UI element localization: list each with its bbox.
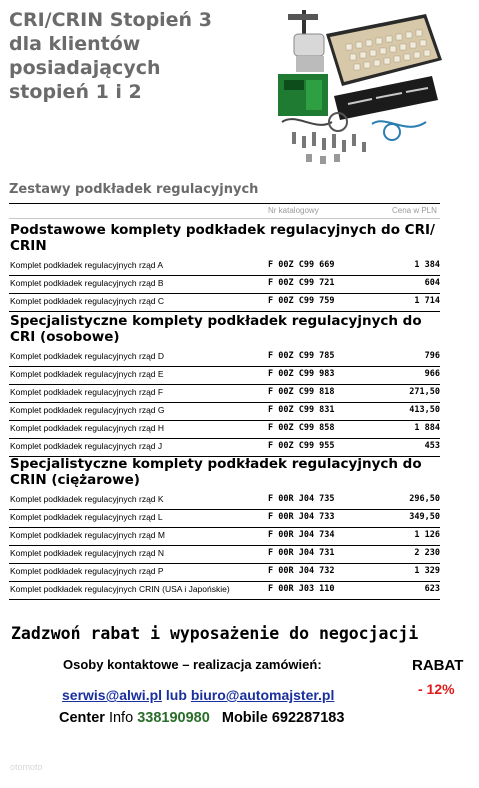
table-row bbox=[9, 491, 440, 510]
row-code: F 00Z C99 831 bbox=[268, 405, 335, 415]
row-price: 349,50 bbox=[409, 512, 440, 522]
rabat-label: RABAT bbox=[412, 657, 464, 674]
table-row bbox=[9, 527, 440, 546]
row-price: 1 384 bbox=[414, 260, 440, 270]
product-image bbox=[276, 4, 444, 174]
table-row bbox=[9, 581, 440, 600]
rabat-value: - 12% bbox=[418, 681, 455, 697]
row-price: 271,50 bbox=[409, 387, 440, 397]
row-name: Komplet podkładek regulacyjnych CRIN (USA i Japońskie) bbox=[10, 584, 230, 594]
mobile-label: Mobile bbox=[221, 710, 268, 726]
row-code: F 00R J04 734 bbox=[268, 530, 335, 540]
watermark: otomoto bbox=[10, 762, 43, 772]
table-row bbox=[9, 438, 440, 457]
row-code: F 00Z C99 669 bbox=[268, 260, 335, 270]
row-name: Komplet podkładek regulacyjnych rząd P bbox=[10, 566, 164, 576]
row-name: Komplet podkładek regulacyjnych rząd G bbox=[10, 405, 165, 415]
mobile-phone: 692287183 bbox=[271, 710, 345, 726]
title-line: dla klientów bbox=[9, 33, 141, 55]
row-price: 413,50 bbox=[409, 405, 440, 415]
group-title: Podstawowe komplety podkładek regulacyjnych do CRI/ CRIN bbox=[10, 222, 435, 254]
row-code: F 00Z C99 955 bbox=[268, 441, 335, 451]
table-row bbox=[9, 509, 440, 528]
row-code: F 00Z C99 818 bbox=[268, 387, 335, 397]
table-row bbox=[9, 293, 440, 312]
table-row bbox=[9, 348, 440, 367]
row-code: F 00Z C99 983 bbox=[268, 369, 335, 379]
info-label: Info bbox=[108, 710, 134, 726]
phone-line bbox=[59, 710, 344, 726]
page-title bbox=[9, 8, 259, 104]
contact-emails bbox=[62, 687, 334, 703]
row-price: 453 bbox=[424, 441, 440, 451]
row-price: 604 bbox=[424, 278, 440, 288]
contacts-label: Osoby kontaktowe – realizacja zamówień: bbox=[63, 657, 322, 672]
row-code: F 00R J04 735 bbox=[268, 494, 335, 504]
row-price: 966 bbox=[424, 369, 440, 379]
row-name: Komplet podkładek regulacyjnych rząd F bbox=[10, 387, 164, 397]
row-name: Komplet podkładek regulacyjnych rząd K bbox=[10, 494, 164, 504]
row-code: F 00R J04 733 bbox=[268, 512, 335, 522]
table-row bbox=[9, 402, 440, 421]
row-name: Komplet podkładek regulacyjnych rząd C bbox=[10, 296, 165, 306]
email-link-biuro[interactable]: biuro@automajster.pl bbox=[190, 687, 335, 703]
center-label: Center bbox=[59, 710, 105, 726]
table-row bbox=[9, 420, 440, 439]
row-code: F 00R J04 732 bbox=[268, 566, 335, 576]
row-price: 796 bbox=[424, 351, 440, 361]
row-name: Komplet podkładek regulacyjnych rząd M bbox=[10, 530, 165, 540]
email-separator: lub bbox=[162, 687, 191, 703]
section-title: Zestawy podkładek regulacyjnych bbox=[9, 182, 259, 197]
info-phone: 338190980 bbox=[137, 710, 210, 726]
row-price: 1 884 bbox=[414, 423, 440, 433]
row-code: F 00R J03 110 bbox=[268, 584, 335, 594]
table-row bbox=[9, 545, 440, 564]
table-row bbox=[9, 275, 440, 294]
row-name: Komplet podkładek regulacyjnych rząd D bbox=[10, 351, 165, 361]
row-code: F 00Z C99 721 bbox=[268, 278, 335, 288]
title-line: CRI/CRIN Stopień 3 bbox=[9, 9, 212, 31]
row-code: F 00Z C99 785 bbox=[268, 351, 335, 361]
column-header-catalog: Nr katalogowy bbox=[268, 206, 319, 215]
row-code: F 00Z C99 759 bbox=[268, 296, 335, 306]
row-name: Komplet podkładek regulacyjnych rząd N bbox=[10, 548, 165, 558]
group-title: Specjalistyczne komplety podkładek regulacyjnych do CRIN (ciężarowe) bbox=[10, 456, 422, 488]
row-price: 1 126 bbox=[414, 530, 440, 540]
table-row bbox=[9, 257, 440, 276]
row-code: F 00Z C99 858 bbox=[268, 423, 335, 433]
table-header-rule bbox=[9, 218, 440, 219]
table-row bbox=[9, 366, 440, 385]
row-price: 1 714 bbox=[414, 296, 440, 306]
row-name: Komplet podkładek regulacyjnych rząd E bbox=[10, 369, 164, 379]
table-row bbox=[9, 384, 440, 403]
row-code: F 00R J04 731 bbox=[268, 548, 335, 558]
row-price: 1 329 bbox=[414, 566, 440, 576]
title-line: posiadających bbox=[9, 57, 161, 79]
row-name: Komplet podkładek regulacyjnych rząd L bbox=[10, 512, 163, 522]
table-top-rule bbox=[9, 203, 440, 204]
group-title: Specjalistyczne komplety podkładek regulacyjnych do CRI (osobowe) bbox=[10, 313, 422, 345]
negotiation-call-text: Zadzwoń rabat i wyposażenie do negocjacji bbox=[11, 624, 419, 643]
title-line: stopień 1 i 2 bbox=[9, 81, 142, 103]
row-price: 296,50 bbox=[409, 494, 440, 504]
row-price: 623 bbox=[424, 584, 440, 594]
row-name: Komplet podkładek regulacyjnych rząd B bbox=[10, 278, 164, 288]
email-link-serwis[interactable]: serwis@alwi.pl bbox=[62, 687, 163, 703]
table-row bbox=[9, 563, 440, 582]
row-name: Komplet podkładek regulacyjnych rząd J bbox=[10, 441, 163, 451]
row-name: Komplet podkładek regulacyjnych rząd A bbox=[10, 260, 164, 270]
column-header-price: Cena w PLN bbox=[392, 206, 437, 215]
row-price: 2 230 bbox=[414, 548, 440, 558]
row-name: Komplet podkładek regulacyjnych rząd H bbox=[10, 423, 165, 433]
